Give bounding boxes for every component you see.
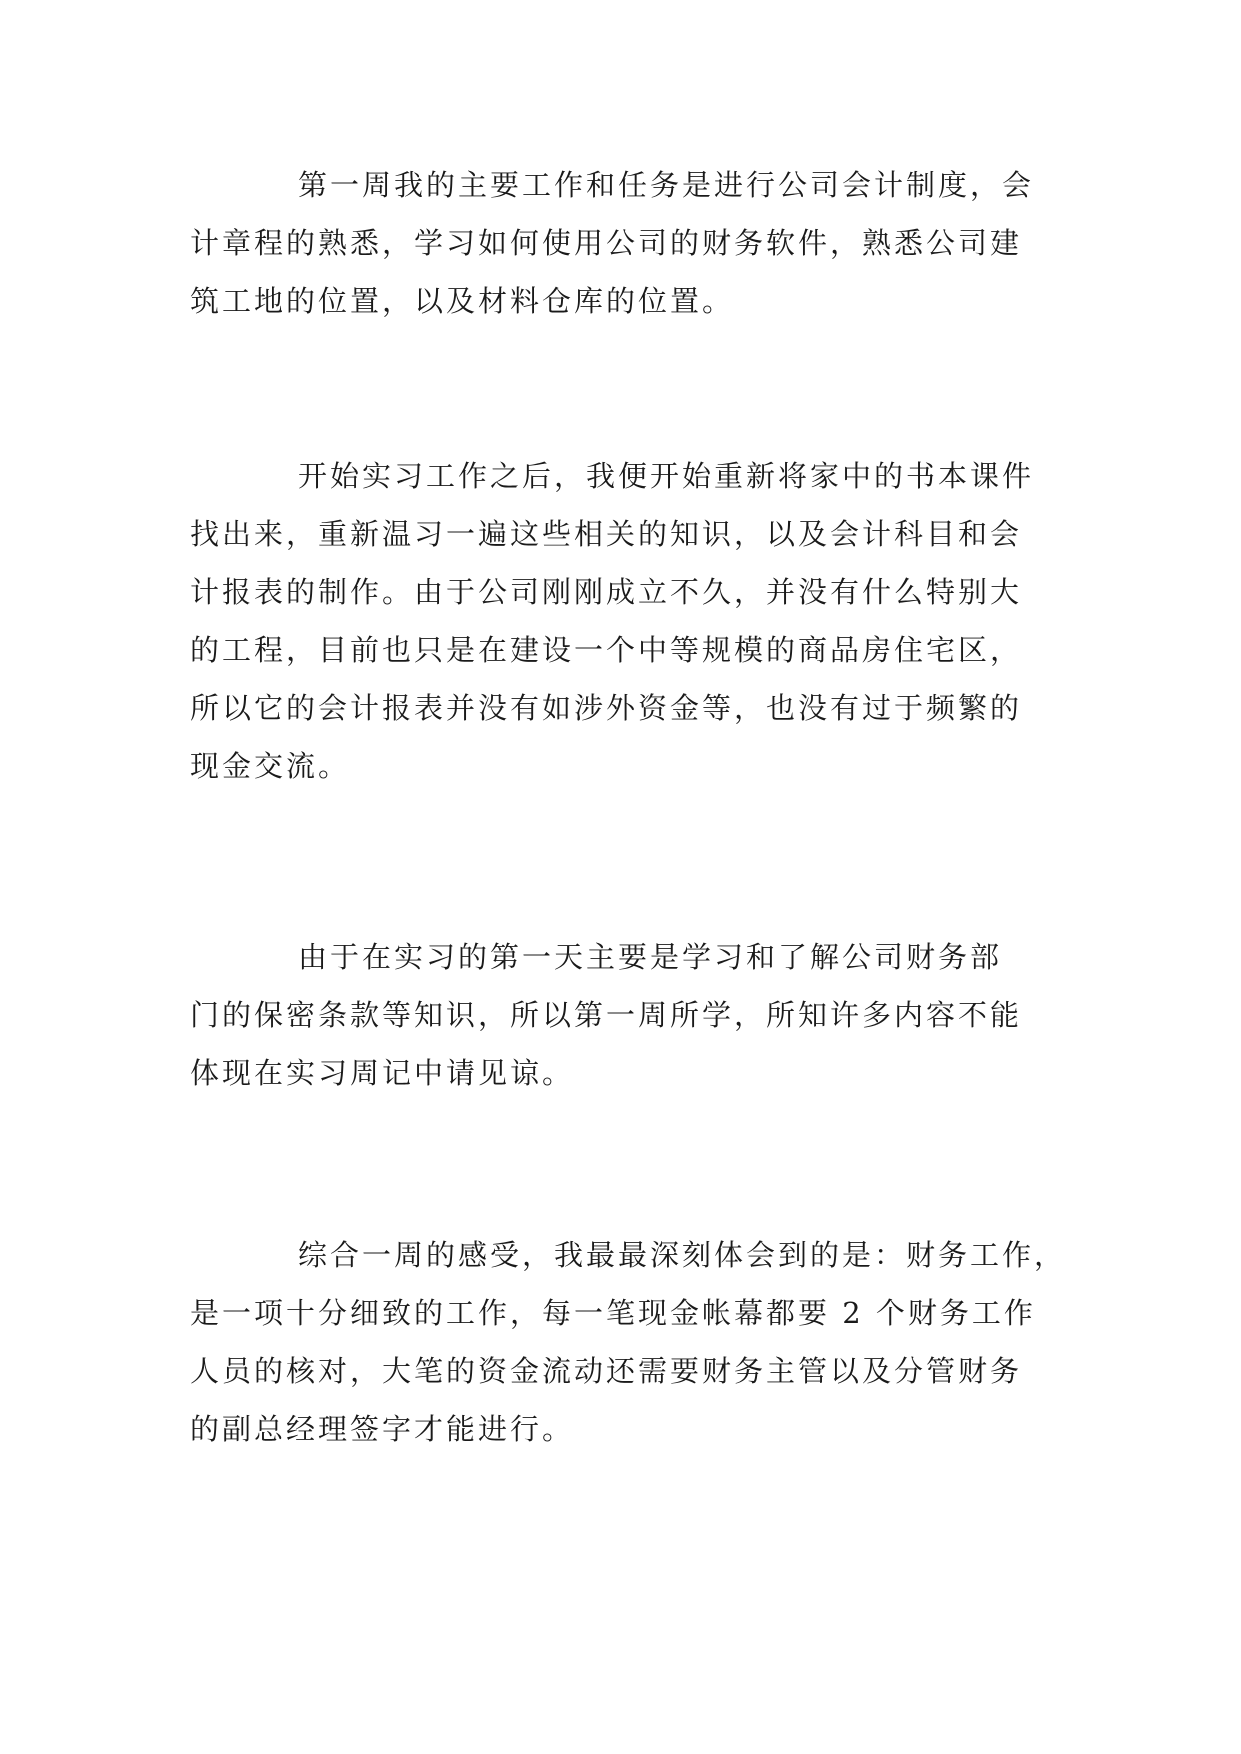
paragraph-line: 所以它的会计报表并没有如涉外资金等，也没有过于频繁的 [190, 691, 1023, 725]
paragraph-line: 开始实习工作之后，我便开始重新将家中的书本课件 [298, 459, 1035, 493]
paragraph-week-tasks [190, 156, 1060, 330]
paragraph-line: 现金交流。 [190, 749, 351, 783]
paragraph-line: 第一周我的主要工作和任务是进行公司会计制度，会 [298, 168, 1035, 202]
paragraph-confidentiality [190, 928, 1060, 1102]
paragraph-line: 计报表的制作。由于公司刚刚成立不久，并没有什么特别大 [190, 575, 1023, 609]
paragraph-line: 人员的核对，大笔的资金流动还需要财务主管以及分管财务 [190, 1354, 1023, 1388]
paragraph-line: 的工程，目前也只是在建设一个中等规模的商品房住宅区， [190, 633, 1023, 667]
paragraph-line: 是一项十分细致的工作，每一笔现金帐幕都要 2 个财务工作 [190, 1296, 1036, 1330]
paragraph-line: 体现在实习周记中请见谅。 [190, 1056, 575, 1090]
paragraph-line: 综合一周的感受，我最最深刻体会到的是：财务工作， [298, 1238, 1067, 1272]
paragraph-line: 的副总经理签字才能进行。 [190, 1412, 575, 1446]
paragraph-line: 筑工地的位置，以及材料仓库的位置。 [190, 284, 735, 318]
paragraph-line: 找出来，重新温习一遍这些相关的知识，以及会计科目和会 [190, 517, 1023, 551]
paragraph-line: 由于在实习的第一天主要是学习和了解公司财务部 [298, 940, 1003, 974]
paragraph-line: 计章程的熟悉，学习如何使用公司的财务软件，熟悉公司建 [190, 226, 1023, 260]
paragraph-summary [190, 1226, 1067, 1458]
paragraph-review-knowledge [190, 447, 1060, 795]
paragraph-line: 门的保密条款等知识，所以第一周所学，所知许多内容不能 [190, 998, 1023, 1032]
